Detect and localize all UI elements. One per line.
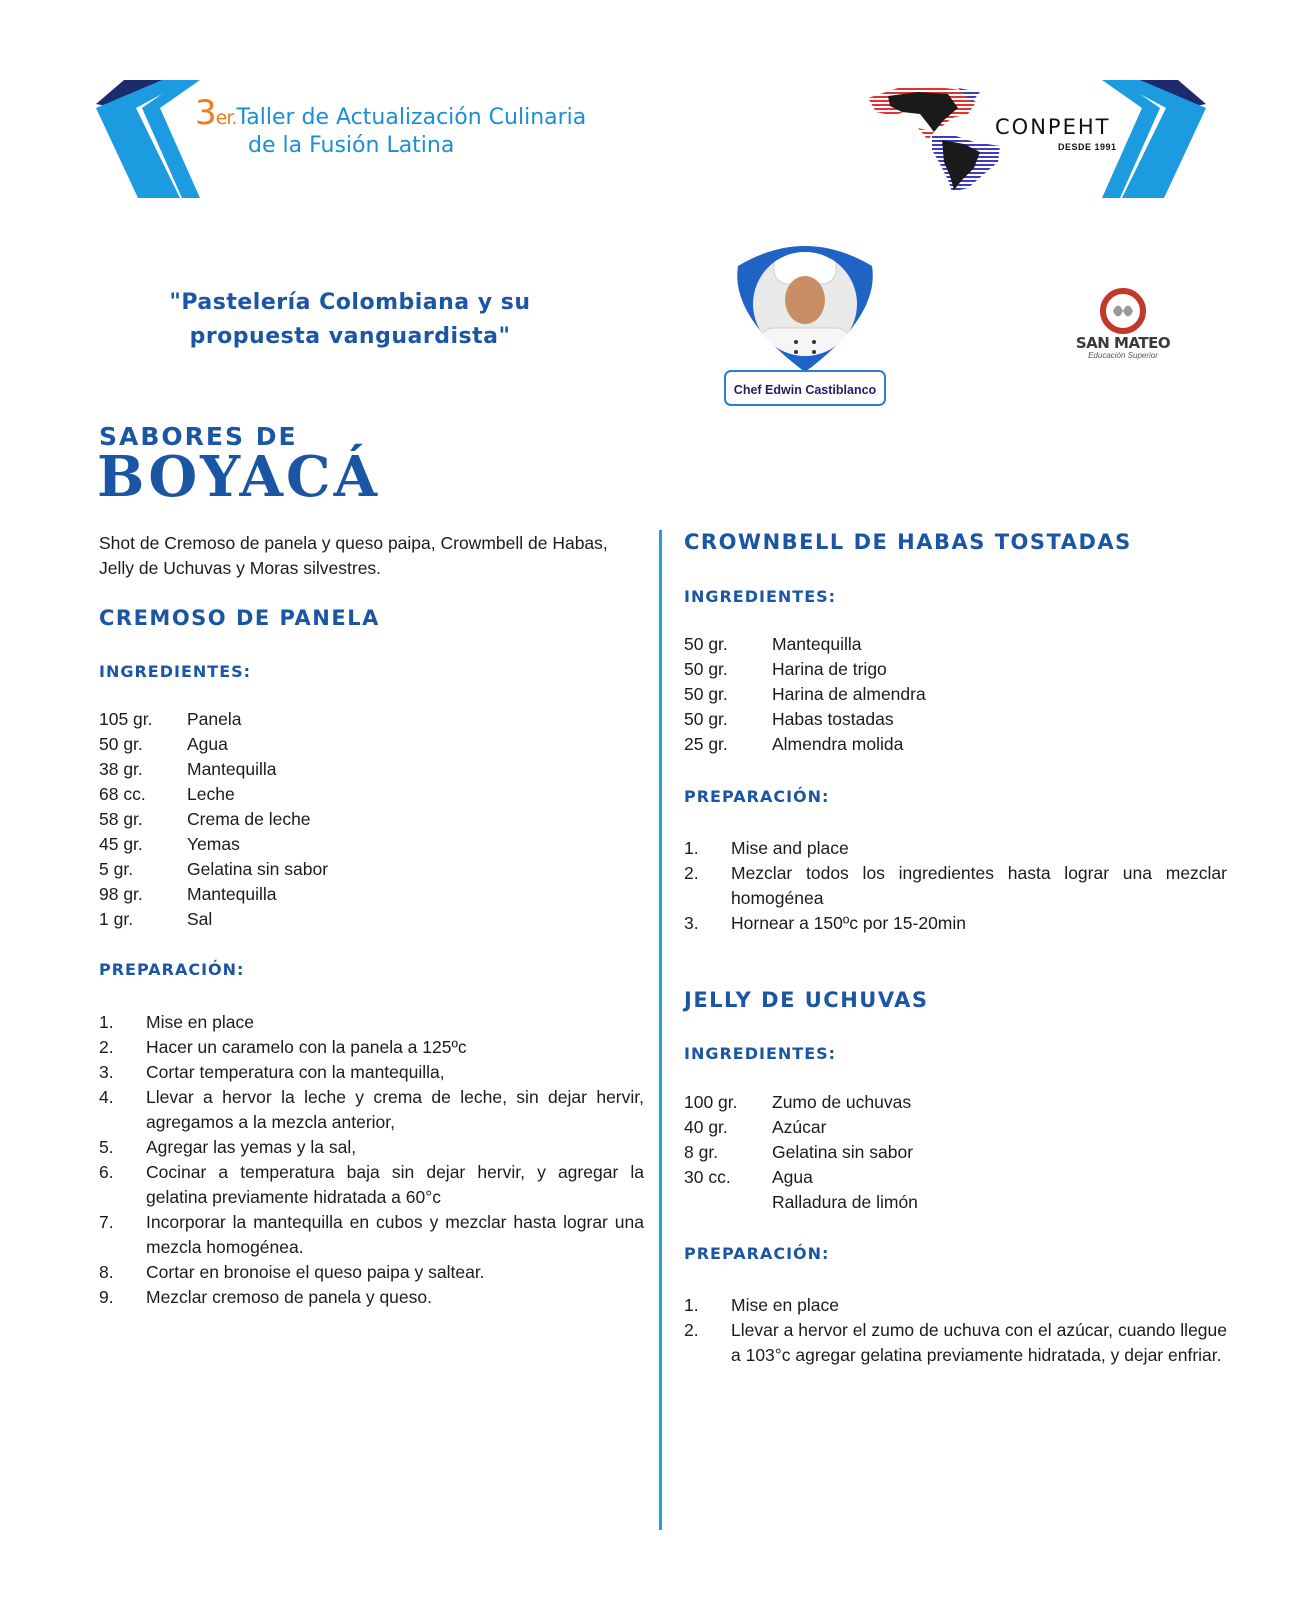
step-number: 4.	[99, 1087, 114, 1107]
ingredient-quantity: 50 gr.	[684, 659, 728, 679]
step-number: 2.	[99, 1037, 114, 1057]
step-number: 5.	[99, 1137, 114, 1157]
preparation-step	[99, 1210, 644, 1260]
ingredient-quantity: 50 gr.	[684, 709, 728, 729]
step-number: 2.	[684, 1320, 699, 1340]
ingredient-row	[99, 732, 328, 757]
ingredient-quantity: 30 cc.	[684, 1167, 731, 1187]
ingredient-row	[684, 632, 926, 657]
preparation-step	[99, 1285, 644, 1310]
ingredient-name: Habas tostadas	[772, 709, 894, 729]
event-title	[195, 93, 587, 159]
cremoso-ingredients-list	[99, 707, 328, 932]
jelly-ingredients-list	[684, 1090, 918, 1215]
chef-portrait	[730, 236, 880, 376]
ingredient-row	[684, 682, 926, 707]
preparation-step	[684, 1318, 1227, 1368]
jelly-ingredients-label: INGREDIENTES:	[684, 1044, 837, 1063]
ingredient-quantity: 68 cc.	[99, 784, 146, 804]
step-text: Mise en place	[731, 1295, 839, 1315]
preparation-step	[99, 1035, 644, 1060]
ingredient-quantity: 50 gr.	[684, 634, 728, 654]
step-text: Mezclar cremoso de panela y queso.	[146, 1287, 432, 1307]
preparation-step	[99, 1135, 644, 1160]
ingredient-row	[99, 832, 328, 857]
step-text: Cortar temperatura con la mantequilla,	[146, 1062, 445, 1082]
headline-kicker: SABORES DE	[99, 422, 298, 451]
event-title-line1: Taller de Actualización Culinaria	[236, 105, 587, 130]
step-text: Mise en place	[146, 1012, 254, 1032]
ingredient-row	[99, 857, 328, 882]
ingredient-quantity: 105 gr.	[99, 709, 153, 729]
step-text: Cocinar a temperatura baja sin dejar hervir, y agregar la gelatina previamente hidratada a 60°c	[146, 1162, 644, 1207]
org-name: CONPEHT	[995, 115, 1111, 139]
step-text: Agregar las yemas y la sal,	[146, 1137, 357, 1157]
ingredient-name: Zumo de uchuvas	[772, 1092, 912, 1112]
ingredient-quantity: 45 gr.	[99, 834, 143, 854]
intro-text: Shot de Cremoso de panela y queso paipa, Crowmbell de Habas, Jelly de Uchuvas y Moras silvestres.	[99, 533, 608, 578]
ingredient-name: Ralladura de limón	[772, 1192, 918, 1212]
ingredient-row	[99, 707, 328, 732]
ingredient-row	[99, 807, 328, 832]
ingredient-row	[684, 707, 926, 732]
ingredient-row	[99, 907, 328, 932]
ingredient-name: Crema de leche	[187, 809, 311, 829]
ingredient-row	[99, 782, 328, 807]
step-number: 6.	[99, 1162, 114, 1182]
ingredient-name: Gelatina sin sabor	[187, 859, 329, 879]
event-ordinal: 3er.	[195, 93, 237, 133]
ingredient-name: Leche	[187, 784, 235, 804]
step-number: 3.	[99, 1062, 114, 1082]
talk-title: "Pastelería Colombiana y su propuesta vanguardista"	[169, 290, 531, 349]
ingredient-row	[684, 1115, 918, 1140]
americas-map-logo	[868, 84, 1018, 194]
crownbell-ingredients-list	[684, 632, 926, 757]
ingredient-quantity: 50 gr.	[99, 734, 143, 754]
step-text: Hornear a 150ºc por 15-20min	[731, 913, 966, 933]
step-text: Mise and place	[731, 838, 849, 858]
step-number: 7.	[99, 1212, 114, 1232]
ingredient-quantity: 58 gr.	[99, 809, 143, 829]
preparation-step	[99, 1010, 644, 1035]
jelly-preparation-label: PREPARACIÓN:	[684, 1244, 830, 1263]
crownbell-ingredients-label: INGREDIENTES:	[684, 587, 837, 606]
preparation-step	[99, 1260, 644, 1285]
ingredient-name: Agua	[772, 1167, 813, 1187]
column-divider	[659, 530, 662, 1530]
step-text: Cortar en bronoise el queso paipa y saltear.	[146, 1262, 485, 1282]
ingredient-quantity: 38 gr.	[99, 759, 143, 779]
right-chevron-decoration	[1096, 80, 1206, 198]
preparation-step	[684, 861, 1227, 911]
ingredient-name: Mantequilla	[187, 759, 277, 779]
preparation-step	[684, 911, 1227, 936]
ingredient-name: Yemas	[187, 834, 240, 854]
ingredient-quantity: 50 gr.	[684, 684, 728, 704]
ingredient-name: Mantequilla	[187, 884, 277, 904]
ingredient-quantity: 100 gr.	[684, 1092, 738, 1112]
crownbell-steps-list	[684, 836, 1227, 936]
step-number: 2.	[684, 863, 699, 883]
step-text: Incorporar la mantequilla en cubos y mezclar hasta lograr una mezcla homogénea.	[146, 1212, 644, 1257]
step-number: 1.	[684, 1295, 699, 1315]
left-chevron-decoration	[96, 80, 206, 198]
preparation-step	[99, 1060, 644, 1085]
ingredient-quantity: 25 gr.	[684, 734, 728, 754]
step-number: 1.	[99, 1012, 114, 1032]
step-number: 1.	[684, 838, 699, 858]
step-text: Mezclar todos los ingredientes hasta lograr una mezclar homogénea	[731, 863, 1227, 908]
jelly-steps-list	[684, 1293, 1227, 1368]
cremoso-ingredients-label: INGREDIENTES:	[99, 662, 252, 681]
org-since: DESDE 1991	[1058, 142, 1117, 152]
headline-title: BOYACÁ	[97, 444, 381, 510]
step-number: 9.	[99, 1287, 114, 1307]
step-text: Llevar a hervor la leche y crema de leche, sin dejar hervir, agregamos a la mezcla anterior,	[146, 1087, 644, 1132]
ingredient-quantity: 8 gr.	[684, 1142, 719, 1162]
step-number: 8.	[99, 1262, 114, 1282]
chef-name: Chef Edwin Castiblanco	[724, 370, 886, 406]
jelly-title: JELLY DE UCHUVAS	[684, 988, 929, 1012]
ingredient-row	[684, 1165, 918, 1190]
ingredient-name: Gelatina sin sabor	[772, 1142, 914, 1162]
step-text: Hacer un caramelo con la panela a 125ºc	[146, 1037, 467, 1057]
step-number: 3.	[684, 913, 699, 933]
ingredient-quantity: 1 gr.	[99, 909, 134, 929]
preparation-step	[99, 1085, 644, 1135]
ingredient-name: Panela	[187, 709, 242, 729]
ingredient-name: Sal	[187, 909, 213, 929]
ingredient-name: Azúcar	[772, 1117, 827, 1137]
ingredient-name: Almendra molida	[772, 734, 904, 754]
ingredient-quantity: 5 gr.	[99, 859, 134, 879]
cremoso-title: CREMOSO DE PANELA	[99, 606, 380, 630]
step-text: Llevar a hervor el zumo de uchuva con el azúcar, cuando llegue a 103°c agregar gelatina previamente hidratada, y dejar enfriar.	[731, 1320, 1227, 1365]
ingredient-row	[99, 882, 328, 907]
ingredient-quantity: 40 gr.	[684, 1117, 728, 1137]
ingredient-name: Agua	[187, 734, 228, 754]
ingredient-row	[684, 1090, 918, 1115]
preparation-step	[684, 836, 1227, 861]
ingredient-row	[684, 732, 926, 757]
ingredient-quantity	[684, 1190, 772, 1215]
preparation-step	[684, 1293, 1227, 1318]
ingredient-row	[684, 657, 926, 682]
ingredient-name: Harina de almendra	[772, 684, 926, 704]
ingredient-quantity: 98 gr.	[99, 884, 143, 904]
preparation-step	[99, 1160, 644, 1210]
crownbell-title: CROWNBELL DE HABAS TOSTADAS	[684, 530, 1132, 554]
crownbell-preparation-label: PREPARACIÓN:	[684, 787, 830, 806]
event-title-line2: de la Fusión Latina	[248, 133, 455, 158]
cremoso-steps-list	[99, 1010, 644, 1310]
ingredient-name: Mantequilla	[772, 634, 862, 654]
sponsor-subtitle: Educación Superior	[1088, 351, 1158, 360]
ingredient-row	[684, 1190, 918, 1215]
san-mateo-logo-icon	[1096, 288, 1150, 334]
cremoso-preparation-label: PREPARACIÓN:	[99, 960, 245, 979]
ingredient-name: Harina de trigo	[772, 659, 887, 679]
ingredient-row	[684, 1140, 918, 1165]
sponsor-name: SAN MATEO	[1075, 334, 1171, 352]
ingredient-row	[99, 757, 328, 782]
